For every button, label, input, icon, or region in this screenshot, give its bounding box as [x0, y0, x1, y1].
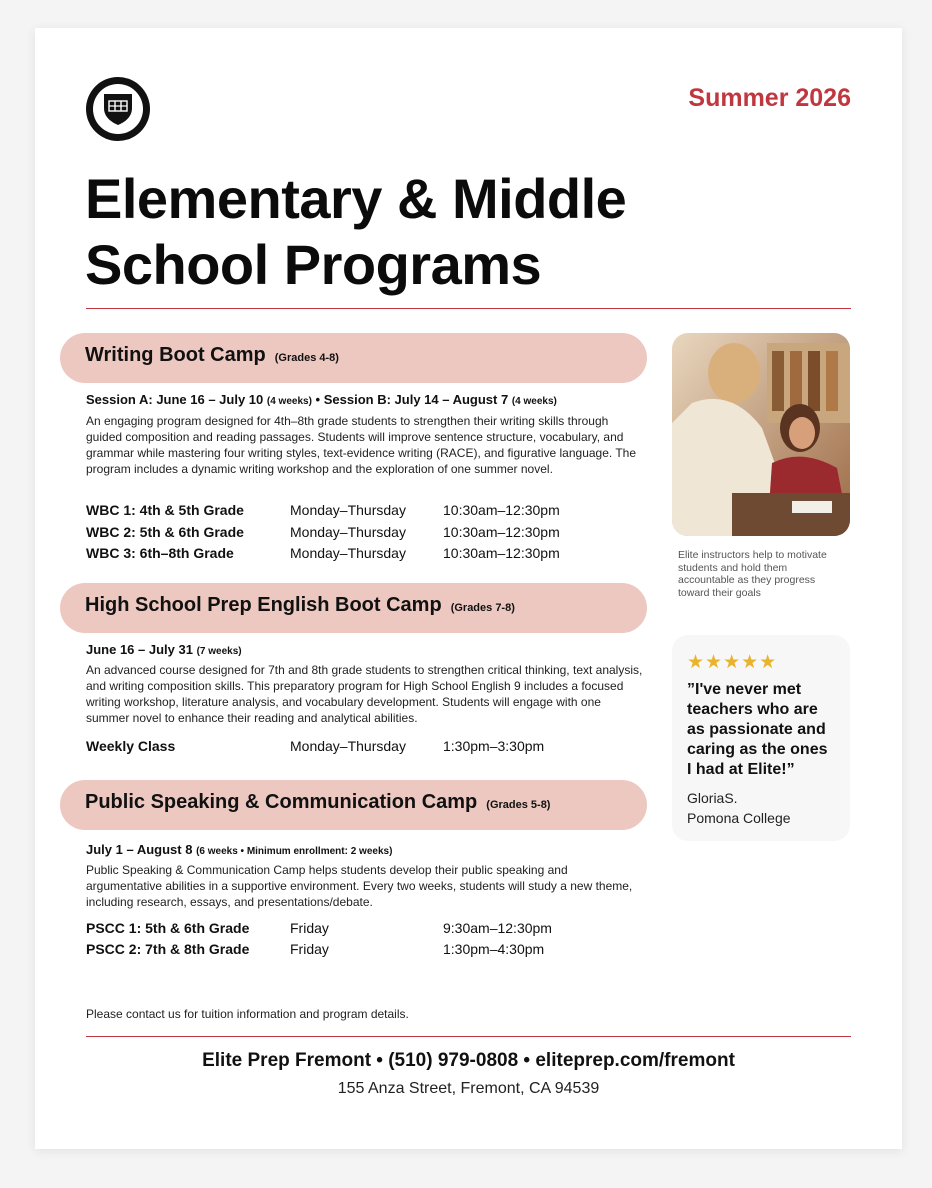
session-dates: June 16 – July 31 (7 weeks) — [86, 642, 242, 657]
testimonial-school: Pomona College — [687, 810, 791, 826]
program-grades: (Grades 5-8) — [486, 799, 551, 811]
photo-caption: Elite instructors help to motivate students and hold them accountable as they progress toward their goals — [678, 549, 827, 599]
star-rating-icon: ★★★★★ — [687, 652, 778, 673]
testimonial-quote: ”I've never met teachers who are as passionate and caring as the ones I had at Elite!” — [687, 681, 828, 778]
footer-address: 155 Anza Street, Fremont, CA 94539 — [337, 1080, 600, 1097]
program-description: An advanced course designed for 7th and 8th grade students to strengthen critical thinking, text analysis, and writing composition skills. This preparatory program for High School English 9 includes a focused writing workshop, literature analysis, and vocabulary development. Students will engage with one summer novel to enhance their reading and analytical abilities. — [86, 663, 643, 725]
contact-note: Please contact us for tuition information and program details. — [86, 1007, 409, 1021]
program-description: Public Speaking & Communication Camp helps students develop their public speaking and argumentative abilities in a supportive environment. Every two weeks, students will study a new theme, including research, essays, and presentations/debate. — [86, 863, 633, 909]
title-line-1: Elementary & Middle — [85, 167, 627, 230]
program-banner-high-school-prep — [60, 583, 647, 633]
logo-shield-icon — [86, 77, 150, 141]
season-label: Summer 2026 — [688, 84, 851, 112]
header-divider — [86, 308, 851, 309]
footer-divider — [86, 1036, 851, 1037]
program-title: Writing Boot Camp — [85, 344, 266, 366]
classroom-photo — [672, 333, 850, 536]
session-dates: July 1 – August 8 (6 weeks • Minimum enrollment: 2 weeks) — [86, 842, 393, 857]
page-title — [85, 166, 785, 298]
footer-contact: Elite Prep Fremont • (510) 979-0808 • eliteprep.com/fremont — [202, 1050, 735, 1071]
testimonial-author: GloriaS. — [687, 790, 738, 806]
testimonial-card — [672, 635, 850, 841]
program-title: Public Speaking & Communication Camp — [85, 791, 478, 813]
program-title: High School Prep English Boot Camp — [85, 594, 442, 616]
program-grades: (Grades 4-8) — [274, 352, 339, 364]
session-dates: Session A: June 16 – July 10 (4 weeks) • Session B: July 14 – August 7 (4 weeks) — [86, 392, 557, 407]
program-description: An engaging program designed for 4th–8th grade students to strengthen their writing skills through guided composition and reading passages. Students will improve sentence structure, vocabulary, and grammar while mastering four writing styles, text-evidence writing (RACE), and figurative language. The program includes a dynamic writing workshop and the exploration of one summer novel. — [86, 414, 637, 476]
flyer-page: Summer 2026 Elementary & Middle School Programs Writing Boot Camp (Grades 4-8) Session A: June 16 – July 10 (4 weeks) • Session B: July 14 – August 7 (4 weeks) An engaging program designed for 4th–8th grade students to strengthen their writing skills through guided composition and reading passages. Students will improve sentence structure, vocabulary, and grammar while mastering four writing styles, text-evidence writing (RACE), and figurative language. The program includes a dynamic writing workshop and the exploration of one summer novel. WBC 1: 4th & 5th Grade Monday–Thursday 10:30am–12:30pm WBC 2: 5th & 6th Grade Monday–Thursday 10:30am–12:30pm WBC 3: 6th–8th Grade Monday–Thursday 10:30am–12:30pm High School Prep English Boot Camp (Grades 7-8) June 16 – July 31 (7 weeks) An advanced course designed for 7th and 8th grade students to strengthen critical thinking, text analysis, and writing composition skills. This preparatory program for High School English 9 includes a focused writing workshop, literature analysis, and vocabulary development. Students will engage with one summer novel to enhance their reading and analytical abilities. Weekly Class Monday–Thursday 1:30pm–3:30pm Public Speaking & Communication Camp (Grades 5-8) July 1 – August 8 (6 weeks • Minimum enrollment: 2 weeks) Public Speaking & Communication Camp helps students develop their public speaking and argumentative abilities in a supportive environment. Every two weeks, students will study a new theme, including research, essays, and presentations/debate. PSCC 1: 5th & 6th Grade Friday 9:30am–12:30pm PSCC 2: 7th & 8th Grade Friday 1:30pm–4:30pm Elite instructors help to motivate students and hold them accountable as they progress toward their goals ★★★★★ ”I've never met teachers who are as passionate and caring as the ones I had at Elite!” GloriaS. Pomona College Please contact us for tuition information and program details. Elite Prep Fremont • (510) 979-0808 • eliteprep.com/fremont 155 Anza Street, Fremont, CA 94539 — [35, 28, 902, 1149]
program-banner-writing-boot-camp — [60, 333, 647, 383]
title-line-2: School Programs — [85, 233, 542, 296]
program-grades: (Grades 7-8) — [450, 602, 515, 614]
program-banner-public-speaking — [60, 780, 647, 830]
